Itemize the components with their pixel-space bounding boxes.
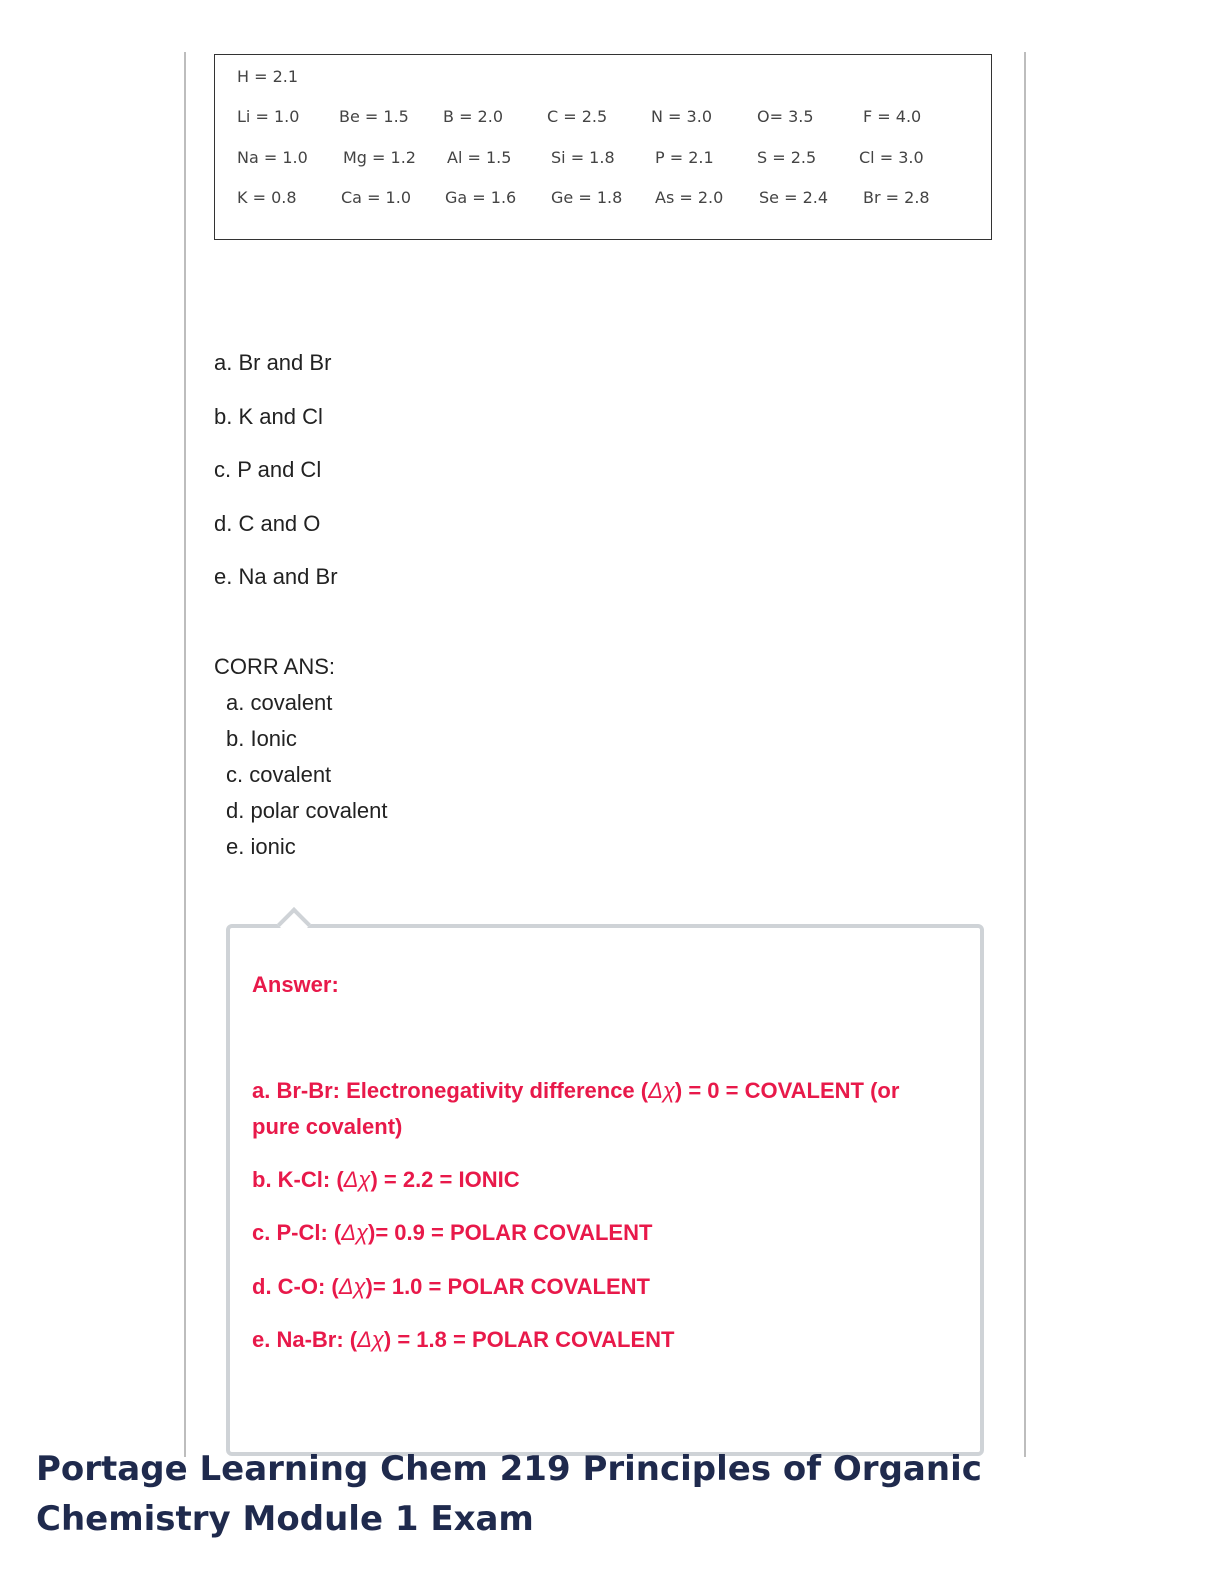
answer-line-prefix: c. P-Cl: (: [252, 1220, 342, 1245]
answer-feedback-box: [226, 924, 984, 1456]
answer-line-suffix: )= 0.9 = POLAR COVALENT: [368, 1220, 653, 1245]
callout-caret: [277, 907, 311, 941]
table-cell: As = 2.0: [655, 188, 724, 207]
table-cell: Al = 1.5: [447, 148, 512, 167]
answer-line-b: [252, 1167, 520, 1193]
answer-heading: Answer:: [252, 972, 339, 997]
choice-a: a. Br and Br: [214, 350, 332, 375]
answer-line-prefix: b. K-Cl: (: [252, 1167, 344, 1192]
table-cell: F = 4.0: [863, 107, 922, 126]
table-cell: Se = 2.4: [759, 188, 829, 207]
answer-line-c: [252, 1220, 652, 1246]
answer-line-a: [252, 1078, 899, 1104]
document-footer-title: Portage Learning Chem 219 Principles of Organic Chemistry Module 1 Exam: [36, 1449, 982, 1539]
choice-c: c. P and Cl: [214, 457, 322, 482]
correct-answer-item: e. ionic: [226, 834, 296, 859]
page-frame-left: [184, 52, 186, 1457]
correct-answer-item: a. covalent: [226, 690, 333, 715]
table-cell: O= 3.5: [757, 107, 814, 126]
table-cell: Na = 1.0: [237, 148, 308, 167]
answer-line-suffix: ) = 0 = COVALENT (or: [674, 1078, 900, 1103]
choice-e: e. Na and Br: [214, 564, 338, 589]
delta-symbol: Δχ: [341, 1220, 369, 1245]
table-cell: Mg = 1.2: [343, 148, 416, 167]
correct-answer-item: d. polar covalent: [226, 798, 388, 823]
correct-answer-item: c. covalent: [226, 762, 332, 787]
page-frame-right: [1024, 52, 1026, 1457]
correct-answer-item: b. Ionic: [226, 726, 297, 751]
delta-symbol: Δχ: [648, 1078, 675, 1103]
table-cell: Ca = 1.0: [341, 188, 411, 207]
answer-line-a-cont: pure covalent): [252, 1114, 403, 1139]
choice-b: b. K and Cl: [214, 404, 323, 429]
table-cell: Be = 1.5: [339, 107, 409, 126]
table-row: [215, 107, 991, 131]
table-row: [215, 188, 991, 212]
table-cell: P = 2.1: [655, 148, 714, 167]
table-cell: Si = 1.8: [551, 148, 615, 167]
answer-line-prefix: d. C-O: (: [252, 1274, 339, 1299]
table-cell: H = 2.1: [237, 67, 299, 86]
table-cell: K = 0.8: [237, 188, 297, 207]
table-cell: Li = 1.0: [237, 107, 300, 126]
delta-symbol: Δχ: [357, 1327, 384, 1352]
table-row: [215, 148, 991, 172]
table-cell: B = 2.0: [443, 107, 503, 126]
table-cell: N = 3.0: [651, 107, 712, 126]
table-cell: Br = 2.8: [863, 188, 930, 207]
electronegativity-table: [214, 54, 992, 240]
answer-line-suffix: ) = 2.2 = IONIC: [370, 1167, 520, 1192]
choice-d: d. C and O: [214, 511, 321, 536]
answer-line-e: [252, 1327, 674, 1353]
table-row: [215, 67, 991, 91]
answer-line-prefix: a. Br-Br: Electronegativity difference (: [252, 1078, 649, 1103]
answer-line-suffix: )= 1.0 = POLAR COVALENT: [365, 1274, 650, 1299]
answer-line-prefix: e. Na-Br: (: [252, 1327, 358, 1352]
answer-line-suffix: ) = 1.8 = POLAR COVALENT: [383, 1327, 675, 1352]
answer-line-d: [252, 1274, 650, 1300]
table-cell: S = 2.5: [757, 148, 817, 167]
table-cell: Ge = 1.8: [551, 188, 623, 207]
delta-symbol: Δχ: [343, 1167, 371, 1192]
correct-answers-title: CORR ANS:: [214, 654, 336, 679]
delta-symbol: Δχ: [338, 1274, 366, 1299]
table-cell: Cl = 3.0: [859, 148, 924, 167]
table-cell: C = 2.5: [547, 107, 608, 126]
table-cell: Ga = 1.6: [445, 188, 517, 207]
